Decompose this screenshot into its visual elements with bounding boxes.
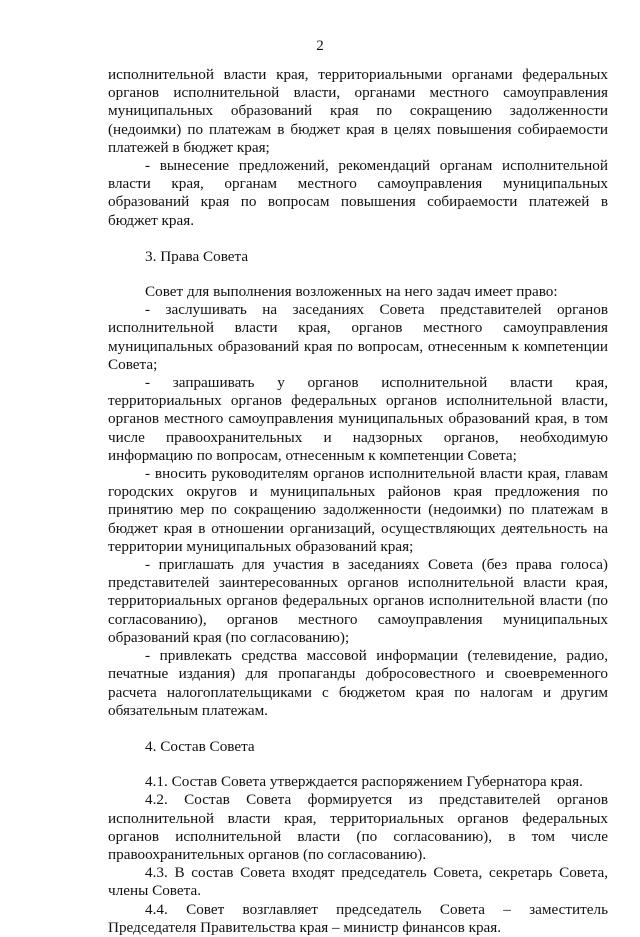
- rights-list-item: - приглашать для участия в заседаниях Совета (без права голоса) представителей заинтересованных органов исполнительной власти края, территориальных органов федеральных органов исполнительной власти (по согласованию), органов местного самоуправления муниципальных образований края (по согласованию);: [108, 556, 608, 646]
- composition-item: 4.1. Состав Совета утверждается распоряжением Губернатора края.: [145, 773, 583, 791]
- rights-list-item: - привлекать средства массовой информации (телевидение, радио, печатные издания) для пропаганды добросовестного и своевременного расчета налогоплательщиками с бюджетом края по налогам и другим обязательным платежам.: [108, 647, 608, 719]
- section-spacer: [108, 266, 608, 283]
- section-intro: Совет для выполнения возложенных на него задач имеет право:: [145, 283, 558, 301]
- section-spacer: [108, 230, 608, 248]
- rights-list-item: - вносить руководителям органов исполнительной власти края, главам городских округов и муниципальных районов края предложения по принятию мер по сокращению задолженности (недоимки) по платежам в бюджет края в отношении организаций, осуществляющих деятельность на территории муниципальных образований края;: [108, 465, 608, 555]
- section-heading-composition: 4. Состав Совета: [145, 737, 255, 755]
- composition-item: 4.3. В состав Совета входят председатель Совета, секретарь Совета, члены Совета.: [108, 864, 608, 900]
- composition-item: 4.2. Состав Совета формируется из представителей органов исполнительной власти края, территориальных органов федеральных органов исполнительной власти (по согласованию), в том числе правоохранительных органов (по согласованию).: [108, 791, 608, 863]
- section-heading-rights: 3. Права Совета: [145, 247, 249, 265]
- composition-item: 4.4. Совет возглавляет председатель Совета – заместитель Председателя Правительства края – министр финансов края.: [108, 900, 608, 936]
- page-number: 2: [316, 38, 324, 54]
- rights-list-item: - заслушивать на заседаниях Совета представителей органов исполнительной власти края, органов местного самоуправления муниципальных образований края по вопросам, отнесенным к компетенции Совета;: [108, 301, 608, 373]
- section-spacer: [108, 756, 608, 773]
- rights-list-item: - запрашивать у органов исполнительной власти края, территориальных органов федеральных органов исполнительной власти, органов местного самоуправления муниципальных образований края, в том числе правоохранительных и надзорных органов, необходимую информацию по вопросам, отнесенным к компетенции Совета;: [108, 374, 608, 464]
- list-item-proposals: - вынесение предложений, рекомендаций органам исполнительной власти края, органам местного самоуправления муниципальных образований края по вопросам повышения собираемости платежей в бюджет края.: [108, 157, 608, 229]
- paragraph-continuation: исполнительной власти края, территориальными органами федеральных органов исполнительной власти, органами местного самоуправления муниципальных образований края по сокращению задолженности (недоимки) по платежам в бюджет края в целях повышения собираемости платежей в бюджет края;: [108, 66, 608, 156]
- document-body: [108, 66, 608, 937]
- section-spacer: [108, 720, 608, 738]
